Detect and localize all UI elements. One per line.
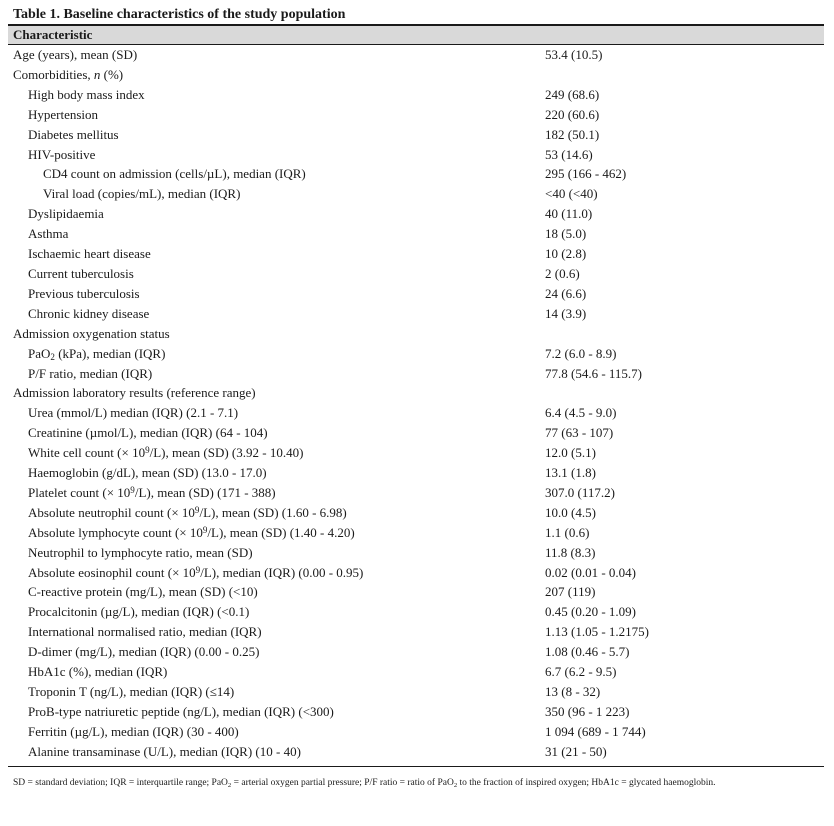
row-value: 14 (3.9) bbox=[545, 305, 587, 321]
row-value: 11.8 (8.3) bbox=[545, 544, 596, 560]
row-value: 6.4 (4.5 - 9.0) bbox=[545, 405, 617, 421]
row-label: Admission oxygenation status bbox=[13, 325, 170, 341]
table-row bbox=[8, 45, 824, 65]
row-value: 1 094 (689 - 1 744) bbox=[545, 723, 646, 739]
row-label: ProB-type natriuretic peptide (ng/L), median (IQR) (<300) bbox=[28, 703, 334, 719]
text-fragment: Comorbidities, bbox=[13, 66, 94, 82]
row-label: High body mass index bbox=[28, 86, 145, 102]
row-label: Ferritin (µg/L), median (IQR) (30 - 400) bbox=[28, 723, 239, 739]
row-label: Viral load (copies/mL), median (IQR) bbox=[43, 186, 241, 202]
table-row bbox=[8, 543, 824, 563]
row-value: 40 (11.0) bbox=[545, 206, 593, 222]
row-value: 77.8 (54.6 - 115.7) bbox=[545, 365, 643, 381]
row-value: 0.45 (0.20 - 1.09) bbox=[545, 604, 636, 620]
table-row bbox=[8, 304, 824, 324]
row-label: Chronic kidney disease bbox=[28, 305, 150, 321]
row-value: <40 (<40) bbox=[545, 186, 598, 202]
text-fragment: Absolute eosinophil count (× 10 bbox=[28, 564, 196, 580]
row-value: 18 (5.0) bbox=[545, 226, 587, 242]
text-fragment: 9 bbox=[130, 484, 135, 495]
text-fragment: /L), median (IQR) (0.00 - 0.95) bbox=[200, 564, 364, 580]
table-row bbox=[8, 224, 824, 244]
row-value: 207 (119) bbox=[545, 584, 596, 600]
row-label bbox=[28, 524, 355, 541]
row-label: Previous tuberculosis bbox=[28, 285, 140, 301]
text-fragment: SD = standard deviation; IQR = interquartile range; PaO bbox=[13, 778, 228, 788]
table-row bbox=[8, 383, 824, 403]
row-value: 77 (63 - 107) bbox=[545, 425, 614, 441]
text-fragment: Absolute lymphocyte count (× 10 bbox=[28, 524, 203, 540]
row-label: Dyslipidaemia bbox=[28, 206, 104, 222]
table-row bbox=[8, 244, 824, 264]
row-label: Procalcitonin (µg/L), median (IQR) (<0.1) bbox=[28, 604, 250, 620]
table-row bbox=[8, 722, 824, 742]
text-fragment: (%) bbox=[100, 66, 124, 82]
table-row bbox=[8, 85, 824, 105]
row-value: 350 (96 - 1 223) bbox=[545, 703, 630, 719]
row-label: Ischaemic heart disease bbox=[28, 246, 151, 262]
table-row bbox=[8, 204, 824, 224]
table-row bbox=[8, 364, 824, 384]
row-value: 10 (2.8) bbox=[545, 246, 587, 262]
text-fragment: /L), mean (SD) (3.92 - 10.40) bbox=[149, 445, 304, 461]
text-fragment: 2 bbox=[227, 782, 232, 789]
row-label bbox=[28, 484, 276, 501]
header-characteristic: Characteristic bbox=[13, 27, 93, 42]
row-value: 24 (6.6) bbox=[545, 285, 587, 301]
table-row bbox=[8, 344, 824, 364]
row-label: Neutrophil to lymphocyte ratio, mean (SD) bbox=[28, 544, 253, 560]
table-row bbox=[8, 483, 824, 503]
table-row bbox=[8, 602, 824, 622]
row-value: 31 (21 - 50) bbox=[545, 743, 607, 759]
row-label bbox=[28, 504, 347, 521]
text-fragment: /L), mean (SD) (1.40 - 4.20) bbox=[207, 524, 355, 540]
row-label bbox=[28, 564, 363, 581]
text-fragment: 2 bbox=[50, 351, 55, 362]
row-value: 0.02 (0.01 - 0.04) bbox=[545, 564, 636, 580]
row-label: Hypertension bbox=[28, 106, 99, 122]
row-value: 182 (50.1) bbox=[545, 126, 600, 142]
row-label bbox=[13, 66, 123, 83]
table-row bbox=[8, 503, 824, 523]
row-label bbox=[28, 444, 303, 461]
row-value: 1.1 (0.6) bbox=[545, 524, 590, 540]
row-label: HbA1c (%), median (IQR) bbox=[28, 664, 168, 680]
bottom-rule bbox=[8, 766, 824, 767]
row-value: 1.13 (1.05 - 1.2175) bbox=[545, 624, 649, 640]
text-fragment: /L), mean (SD) (1.60 - 6.98) bbox=[199, 504, 347, 520]
row-value: 10.0 (4.5) bbox=[545, 504, 596, 520]
text-fragment: White cell count (× 10 bbox=[28, 445, 146, 461]
table-row bbox=[8, 284, 824, 304]
table-row bbox=[8, 164, 824, 184]
text-fragment: 9 bbox=[195, 564, 201, 575]
table-row bbox=[8, 702, 824, 722]
row-value: 6.7 (6.2 - 9.5) bbox=[545, 664, 617, 680]
table-footnote bbox=[13, 778, 823, 789]
row-label: HIV-positive bbox=[28, 146, 96, 162]
row-value: 13 (8 - 32) bbox=[545, 684, 601, 699]
text-fragment: (kPa), median (IQR) bbox=[54, 345, 166, 361]
text-fragment: PaO bbox=[28, 345, 51, 361]
table-row bbox=[8, 642, 824, 662]
table-row bbox=[8, 324, 824, 344]
row-value: 220 (60.6) bbox=[545, 106, 600, 122]
row-value: 12.0 (5.1) bbox=[545, 445, 596, 461]
table-row bbox=[8, 423, 824, 443]
table-row bbox=[8, 105, 824, 125]
table-header bbox=[8, 26, 824, 44]
row-label bbox=[28, 345, 165, 362]
table-row bbox=[8, 463, 824, 483]
text-fragment: 9 bbox=[194, 504, 200, 515]
table-row bbox=[8, 65, 824, 85]
table-row bbox=[8, 662, 824, 682]
table-row bbox=[8, 523, 824, 543]
text-fragment: Platelet count (× 10 bbox=[28, 484, 131, 500]
row-value: 13.1 (1.8) bbox=[545, 465, 596, 481]
row-label: D-dimer (mg/L), median (IQR) (0.00 - 0.25) bbox=[28, 644, 260, 660]
row-label: Diabetes mellitus bbox=[28, 126, 119, 142]
table-row bbox=[8, 443, 824, 463]
table-row bbox=[8, 403, 824, 423]
row-label: P/F ratio, median (IQR) bbox=[28, 365, 153, 381]
text-fragment: n bbox=[93, 66, 101, 82]
text-fragment: 9 bbox=[202, 524, 208, 535]
table-title: Table 1. Baseline characteristics of the study population bbox=[13, 7, 346, 22]
table-row bbox=[8, 622, 824, 642]
text-fragment: Absolute neutrophil count (× 10 bbox=[28, 504, 195, 520]
row-value: 307.0 (117.2) bbox=[545, 484, 615, 500]
row-value: 53.4 (10.5) bbox=[545, 47, 603, 62]
text-fragment: to the fraction of inspired oxygen; HbA1c = glycated haemoglobin. bbox=[457, 778, 716, 788]
row-label: Age (years), mean (SD) bbox=[13, 47, 138, 62]
row-value: 249 (68.6) bbox=[545, 86, 600, 102]
table-row bbox=[8, 682, 824, 702]
row-label: C-reactive protein (mg/L), mean (SD) (<10) bbox=[28, 584, 258, 600]
row-label: Asthma bbox=[28, 226, 69, 242]
row-value: 53 (14.6) bbox=[545, 146, 593, 162]
row-label: Alanine transaminase (U/L), median (IQR) (10 - 40) bbox=[28, 743, 301, 759]
table-row bbox=[8, 184, 824, 204]
text-fragment: /L), mean (SD) (171 - 388) bbox=[134, 484, 276, 500]
row-value: 2 (0.6) bbox=[545, 265, 580, 281]
text-fragment: = arterial oxygen partial pressure; P/F ratio = ratio of PaO bbox=[231, 778, 454, 788]
row-label: International normalised ratio, median (IQR) bbox=[28, 624, 262, 640]
row-label: CD4 count on admission (cells/µL), median (IQR) bbox=[43, 166, 306, 182]
text-fragment: 2 bbox=[453, 782, 458, 789]
text-fragment: 9 bbox=[145, 445, 150, 456]
table-row bbox=[8, 145, 824, 165]
row-label: Admission laboratory results (reference range) bbox=[13, 385, 256, 401]
table-body bbox=[8, 45, 824, 762]
table-row bbox=[8, 563, 824, 583]
table-row bbox=[8, 742, 824, 762]
table-row bbox=[8, 582, 824, 602]
row-label: Haemoglobin (g/dL), mean (SD) (13.0 - 17.0) bbox=[28, 465, 267, 481]
row-label: Current tuberculosis bbox=[28, 265, 134, 281]
row-value: 295 (166 - 462) bbox=[545, 166, 627, 182]
row-label: Troponin T (ng/L), median (IQR) (≤14) bbox=[28, 684, 235, 699]
row-label: Urea (mmol/L) median (IQR) (2.1 - 7.1) bbox=[28, 405, 239, 421]
row-label: Creatinine (µmol/L), median (IQR) (64 - 104) bbox=[28, 425, 268, 441]
table-row bbox=[8, 264, 824, 284]
row-value: 7.2 (6.0 - 8.9) bbox=[545, 345, 617, 361]
row-value: 1.08 (0.46 - 5.7) bbox=[545, 644, 630, 660]
table-row bbox=[8, 125, 824, 145]
